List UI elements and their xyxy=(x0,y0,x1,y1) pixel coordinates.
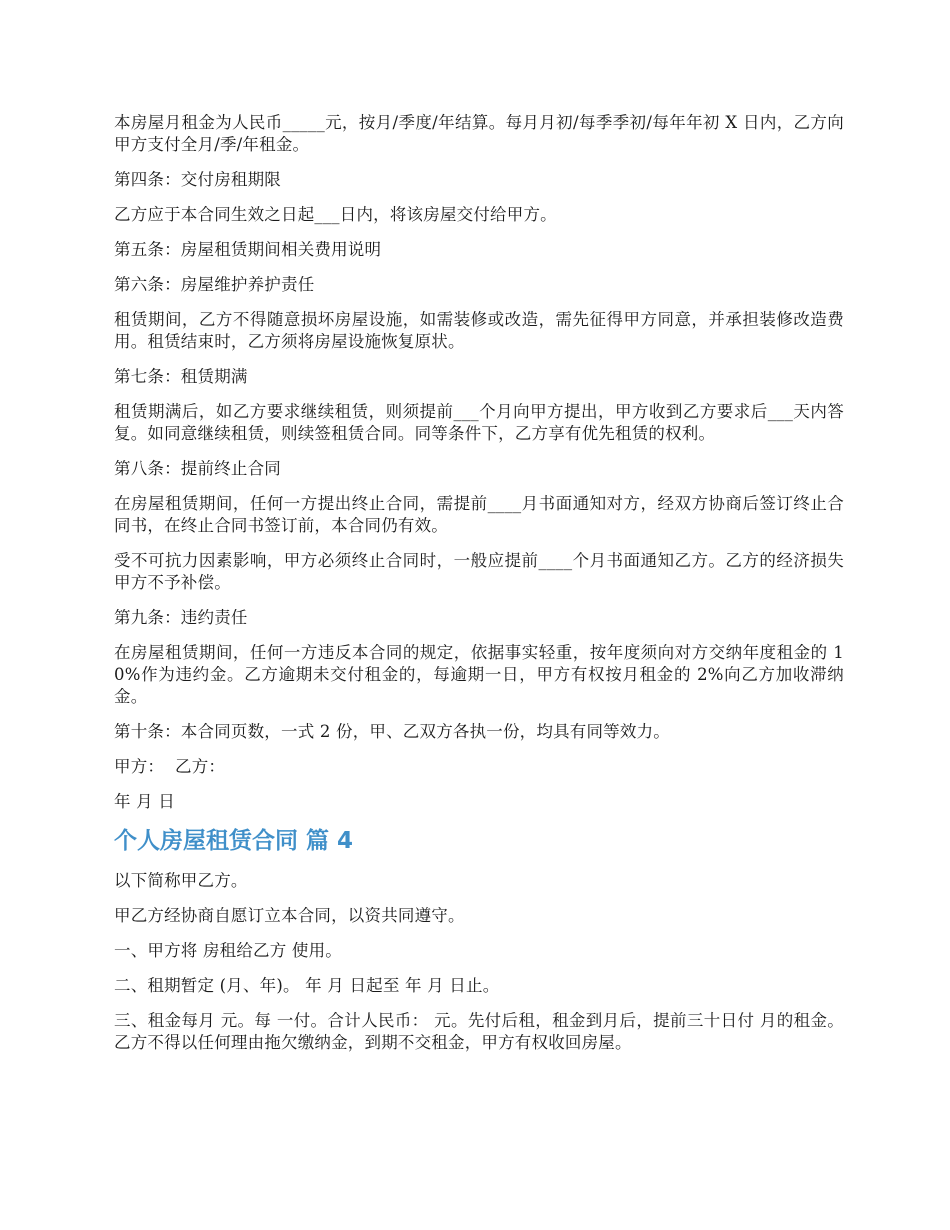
article-10-body: 第十条：本合同页数，一式 2 份，甲、乙双方各执一份，均具有同等效力。 xyxy=(114,722,670,741)
article-6-title: 第六条：房屋维护养护责任 xyxy=(114,275,315,294)
article-9-body: 在房屋租赁期间，任何一方违反本合同的规定，依据事实轻重，按年度须向对方交纳年度租金的 10%作为违约金。乙方逾期未交付租金的，每逾期一日，甲方有权按月租金的 2%向乙方加收滞纳金。 xyxy=(114,643,844,706)
article-4-title: 第四条：交付房租期限 xyxy=(114,170,281,189)
article-9-title: 第九条：违约责任 xyxy=(114,608,248,627)
article-5-title: 第五条：房屋租赁期间相关费用说明 xyxy=(114,240,382,259)
parties-intro: 以下简称甲乙方。 xyxy=(114,871,248,890)
signature-line: 甲方： 乙方： xyxy=(114,757,226,776)
agreement-intro: 甲乙方经协商自愿订立本合同，以资共同遵守。 xyxy=(114,906,465,925)
date-line: 年 月 日 xyxy=(114,792,175,811)
article-6-body: 租赁期间，乙方不得随意损坏房屋设施，如需装修或改造，需先征得甲方同意，并承担装修改造费用。租赁结束时，乙方须将房屋设施恢复原状。 xyxy=(114,310,844,351)
section-heading: 个人房屋租赁合同 篇 4 xyxy=(114,828,354,854)
article-4-body: 乙方应于本合同生效之日起___日内，将该房屋交付给甲方。 xyxy=(114,205,557,224)
clause-2: 二、租期暂定 (月、年)。 年 月 日起至 年 月 日止。 xyxy=(114,976,500,995)
article-7-body: 租赁期满后，如乙方要求继续租赁，则须提前___个月向甲方提出，甲方收到乙方要求后___天内答复。如同意继续租赁，则续签租赁合同。同等条件下，乙方享有优先租赁的权利。 xyxy=(114,402,844,443)
article-8-title: 第八条：提前终止合同 xyxy=(114,459,281,478)
article-8-body-2: 受不可抗力因素影响，甲方必须终止合同时，一般应提前____个月书面通知乙方。乙方的经济损失甲方不予补偿。 xyxy=(114,551,844,592)
article-8-body-1: 在房屋租赁期间，任何一方提出终止合同，需提前____月书面通知对方，经双方协商后签订终止合同书，在终止合同书签订前，本合同仍有效。 xyxy=(114,494,844,535)
rent-payment-paragraph: 本房屋月租金为人民币_____元，按月/季度/年结算。每月月初/每季季初/每年年初 X 日内，乙方向甲方支付全月/季/年租金。 xyxy=(114,113,844,154)
clause-3: 三、租金每月 元。每 一付。合计人民币： 元。先付后租，租金到月后，提前三十日付 月的租金。乙方不得以任何理由拖欠缴纳金，到期不交租金，甲方有权收回房屋。 xyxy=(114,1011,844,1052)
document-body xyxy=(114,112,844,1067)
article-7-title: 第七条：租赁期满 xyxy=(114,367,248,386)
clause-1: 一、甲方将 房租给乙方 使用。 xyxy=(114,941,342,960)
